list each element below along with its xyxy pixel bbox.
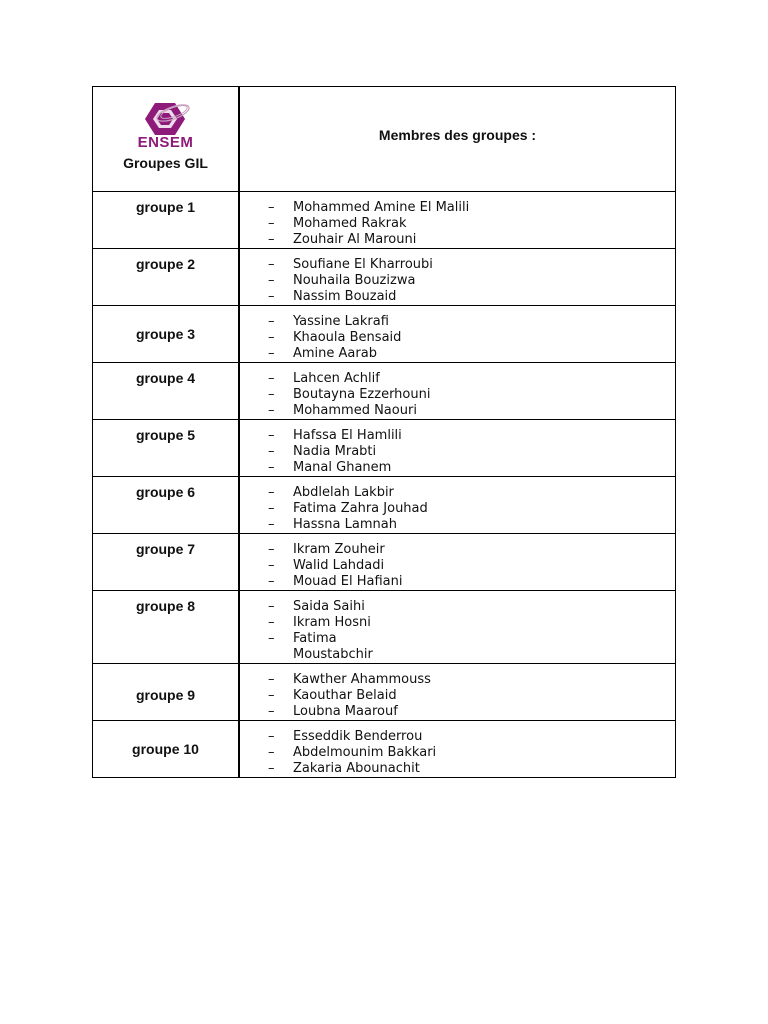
group-name: groupe 2 [135,256,196,272]
group-name-cell [93,306,240,363]
table-row [93,249,676,306]
table-row [93,306,676,363]
member-list [240,306,675,362]
group-name: groupe 5 [135,427,196,443]
member-list [240,249,675,305]
group-members-cell [239,534,676,591]
group-name-cell [93,664,240,721]
list-item: – Abdlelah Lakbir [268,485,675,501]
list-item: – Hassna Lamnah [268,517,675,533]
list-item: – Kawther Ahammouss [268,672,675,688]
group-name-cell [93,192,240,249]
table-row [93,721,676,778]
group-name: groupe 1 [135,199,196,215]
list-item: – Nadia Mrabti [268,444,675,460]
group-name-cell [93,363,240,420]
member-list [240,591,378,663]
table-header-row [93,87,676,192]
list-item: – Lahcen Achlif [268,371,675,387]
list-item: – Boutayna Ezzerhouni [268,387,675,403]
member-list [240,192,675,248]
table-row [93,420,676,477]
table-row [93,192,676,249]
group-name: groupe 10 [132,741,199,757]
list-item: – Mohammed Amine El Malili [268,200,675,216]
list-item: – Mohammed Naouri [268,403,675,419]
logo-text: ENSEM [137,134,194,151]
group-name-cell [93,534,240,591]
list-item: – Khaoula Bensaid [268,330,675,346]
group-members-cell [239,306,676,363]
table-row [93,363,676,420]
list-item: – Loubna Maarouf [268,704,675,720]
group-members-cell [239,420,676,477]
left-column-title: Groupes GIL [123,155,208,171]
list-item: – Zouhair Al Marouni [268,232,675,248]
group-name-cell [93,477,240,534]
list-item: – Esseddik Benderrou [268,729,675,745]
list-item: – Mouad El Hafiani [268,574,675,590]
table-row [93,664,676,721]
group-name: groupe 4 [135,370,196,386]
table-row [93,591,676,664]
list-item: – Saida Saihi [268,599,378,615]
ensem-logo [138,101,194,151]
list-item: – Soufiane El Kharroubi [268,257,675,273]
list-item: – Walid Lahdadi [268,558,675,574]
list-item: – Fatima Zahra Jouhad [268,501,675,517]
list-item: – Abdelmounim Bakkari [268,745,675,761]
list-item: – Hafssa El Hamlili [268,428,675,444]
right-column-title: Membres des groupes : [378,127,537,143]
list-item: – Amine Aarab [268,346,675,362]
list-item: – Fatima Moustabchir [268,631,378,663]
group-name-cell [93,420,240,477]
list-item: – Ikram Zouheir [268,542,675,558]
list-item: – Kaouthar Belaid [268,688,675,704]
group-name: groupe 7 [135,541,196,557]
group-members-cell [239,249,676,306]
table-row [93,534,676,591]
member-list [240,534,675,590]
group-members-cell [239,591,676,664]
group-name: groupe 3 [135,326,196,342]
header-right-cell [239,87,676,192]
groups-table [92,86,676,778]
list-item: – Mohamed Rakrak [268,216,675,232]
list-item: – Nassim Bouzaid [268,289,675,305]
member-list [240,477,675,533]
ensem-logo-icon [141,101,191,137]
header-left-cell [93,87,240,192]
group-name-cell [93,249,240,306]
member-list [240,721,675,777]
group-name-cell [93,721,240,778]
group-members-cell [239,477,676,534]
group-members-cell [239,363,676,420]
member-list [240,420,675,476]
group-name: groupe 6 [135,484,196,500]
list-item: – Zakaria Abounachit [268,761,675,777]
group-name-cell [93,591,240,664]
list-item: – Nouhaila Bouzizwa [268,273,675,289]
group-name: groupe 9 [135,687,196,703]
table-row [93,477,676,534]
group-name: groupe 8 [135,598,196,614]
member-list [240,664,675,720]
group-members-cell [239,192,676,249]
list-item: – Ikram Hosni [268,615,378,631]
group-members-cell [239,721,676,778]
group-members-cell [239,664,676,721]
list-item: – Manal Ghanem [268,460,675,476]
list-item: – Yassine Lakrafi [268,314,675,330]
member-list [240,363,675,419]
